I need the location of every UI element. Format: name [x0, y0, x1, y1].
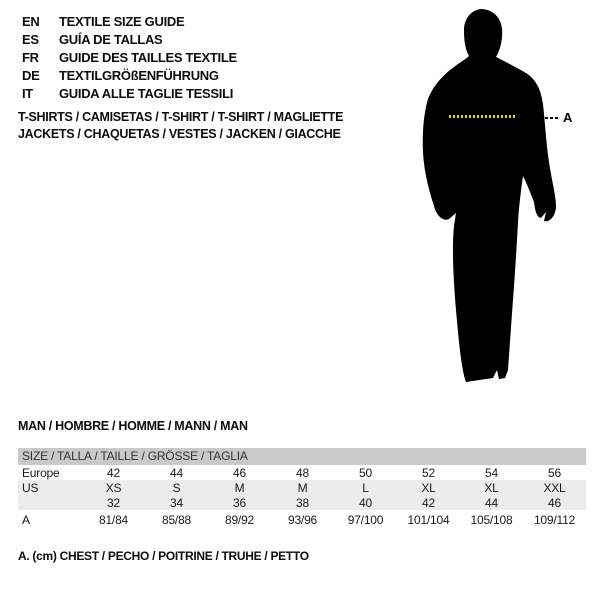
category-tshirts: T-SHIRTS / CAMISETAS / T-SHIRT / T-SHIRT / MAGLIETTE	[18, 110, 344, 124]
language-code: EN	[22, 14, 40, 29]
size-cell: 44	[485, 495, 498, 510]
language-row	[22, 31, 237, 49]
size-cell: 48	[296, 465, 309, 480]
language-code: IT	[22, 86, 33, 101]
row-label: US	[22, 480, 39, 495]
size-cell: 52	[422, 465, 435, 480]
size-cell: XS	[105, 480, 122, 495]
language-text: GUÍA DE TALLAS	[59, 32, 163, 47]
size-cell: 34	[170, 495, 183, 510]
table-row-us	[18, 480, 586, 495]
chest-measure-footnote: A. (cm) CHEST / PECHO / POITRINE / TRUHE / PETTO	[18, 549, 309, 563]
size-cell: 40	[359, 495, 372, 510]
language-row	[22, 85, 237, 103]
size-cell: 105/108	[470, 512, 513, 527]
size-cell: 101/104	[407, 512, 450, 527]
language-text: TEXTILGRÖßENFÜHRUNG	[59, 68, 219, 83]
row-label: A	[22, 512, 30, 527]
language-row	[22, 49, 237, 67]
size-cell: 46	[233, 465, 246, 480]
language-code: FR	[22, 50, 39, 65]
size-cell: M	[234, 480, 245, 495]
size-cell: 89/92	[224, 512, 255, 527]
size-cell: 50	[359, 465, 372, 480]
measure-dash-line	[545, 117, 560, 119]
man-silhouette-path	[423, 9, 556, 382]
size-cell: L	[362, 480, 369, 495]
size-table	[18, 448, 586, 529]
row-label	[18, 495, 82, 510]
size-cell: 97/100	[347, 512, 384, 527]
language-text: TEXTILE SIZE GUIDE	[59, 14, 185, 29]
table-row-chest-a	[18, 510, 586, 529]
measure-label-a: A	[563, 110, 573, 125]
size-cell: 32	[107, 495, 120, 510]
size-cell: 109/112	[533, 512, 576, 527]
size-cell: 42	[107, 465, 120, 480]
language-list	[22, 13, 237, 103]
size-cell: 36	[233, 495, 246, 510]
size-cell: 46	[548, 495, 561, 510]
size-cell: 38	[296, 495, 309, 510]
size-cell: 54	[485, 465, 498, 480]
section-title-man: MAN / HOMBRE / HOMME / MANN / MAN	[18, 419, 248, 433]
size-cell: S	[172, 480, 181, 495]
size-cell: 44	[170, 465, 183, 480]
size-cell: 85/88	[161, 512, 192, 527]
size-cell: 93/96	[287, 512, 318, 527]
size-table-header: SIZE / TALLA / TAILLE / GRÖSSE / TAGLIA	[18, 448, 586, 465]
language-code: DE	[22, 68, 40, 83]
size-cell: M	[297, 480, 308, 495]
language-row	[22, 67, 237, 85]
man-silhouette-figure	[420, 0, 580, 400]
size-cell: 56	[548, 465, 561, 480]
size-cell: XL	[421, 480, 436, 495]
table-row-numeric	[18, 495, 586, 510]
row-label: Europe	[22, 465, 60, 480]
category-list	[18, 109, 343, 143]
size-cell: XXL	[543, 480, 566, 495]
size-cell: 81/84	[98, 512, 129, 527]
language-row	[22, 13, 237, 31]
language-code: ES	[22, 32, 39, 47]
language-text: GUIDA ALLE TAGLIE TESSILI	[59, 86, 234, 101]
category-jackets: JACKETS / CHAQUETAS / VESTES / JACKEN / GIACCHE	[18, 127, 341, 141]
language-text: GUIDE DES TAILLES TEXTILE	[59, 50, 237, 65]
size-cell: XL	[484, 480, 499, 495]
table-row-europe	[18, 465, 586, 480]
chest-measure-dotted-line	[449, 115, 517, 118]
size-cell: 42	[422, 495, 435, 510]
